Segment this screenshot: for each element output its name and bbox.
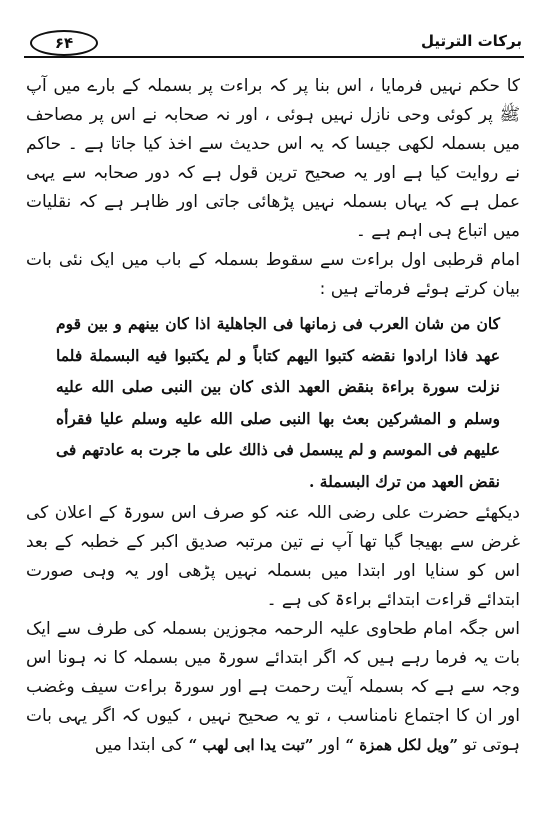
page-header bbox=[24, 30, 524, 58]
paragraph-2: امام قرطبی اول براءت سے سقوط بسملہ کے باب میں ایک نئی بات بیان کرتے ہوئے فرماتے ہیں : bbox=[26, 250, 520, 299]
paragraph-3: دیکھئے حضرت علی رضی اللہ عنہ کو صرف اس سورۃ کے اعلان کی غرض سے بھیجا گیا تھا آپ نے تین مرتبہ صدیق اکبر کے خطبہ کے بعد اس کو سنایا اور ابتدا میں بسملہ نہیں پڑھی اور یہ وہی صورت ابتدائے قراءت ابتدائے براءۃ کی ہے ۔ bbox=[26, 503, 520, 610]
paragraph-4-ending: کی ابتدا میں bbox=[94, 735, 189, 755]
page-number: ۶۴ bbox=[30, 30, 98, 56]
paragraph-1: کا حکم نہیں فرمایا ، اس بنا پر کہ براءت پر بسملہ کے بارے میں آپ ﷺ پر کوئی وحی نازل نہیں ہوئی ، اور نہ صحابہ نے اس پر مصاحف میں بسملہ لکھی جیسا کہ یہ اس حدیث سے اخذ کیا جاتا ہے ۔ حاکم نے روایت کیا ہے اور یہ صحیح ترین قول ہے کہ دور صحابہ سے یہی عمل ہے کہ یہاں بسملہ نہیں پڑھائی جاتی اور ظاہر ہے کہ نقلیات میں اتباع ہی اہم ہے ۔ bbox=[26, 76, 520, 241]
quranic-phrase-1: ”ویل لکل همزة “ bbox=[345, 736, 459, 754]
arabic-quote: كان من شان العرب فى زمانها فى الجاهلية اذا كان بينهم و بين قوم عهد فاذا ارادوا نقضه كتبوا اليهم كتاباً و لم يكتبوا فيه البسملة فلما نزلت سورة براءة بنقض العهد الذى كان بين النبى صلى الله عليه وسلم و المشركين بعث بها النبى صلى الله عليه وسلم عليا فقرأه عليهم فى الموسم و لم يبسمل فى ذالك على ما جرت به عادتهم فى نقض العهد من ترك البسملة . bbox=[56, 314, 500, 491]
paragraph-4-conjunction: اور bbox=[313, 735, 346, 755]
quranic-phrase-2: ”تبت یدا ابی لهب “ bbox=[188, 736, 314, 754]
header-rule bbox=[24, 56, 524, 58]
paragraph-4-text: اس جگہ امام طحاوی علیہ الرحمہ مجوزین بسملہ کی طرف سے ایک بات یہ فرما رہے ہیں کہ اگر ابتدائے سورۃ میں بسملہ کا نہ ہونا اس وجہ سے ہے کہ بسملہ آیت رحمت ہے اور سورۃ براءت سیف وغضب اور ان کا اجتماع نامناسب ، تو یہ صحیح نہیں ، کیوں کہ اگر یہی بات ہوتی تو bbox=[26, 619, 520, 755]
book-title: برکات الترتیل bbox=[421, 32, 522, 50]
page-body bbox=[26, 72, 520, 760]
paragraph-4 bbox=[26, 615, 520, 760]
